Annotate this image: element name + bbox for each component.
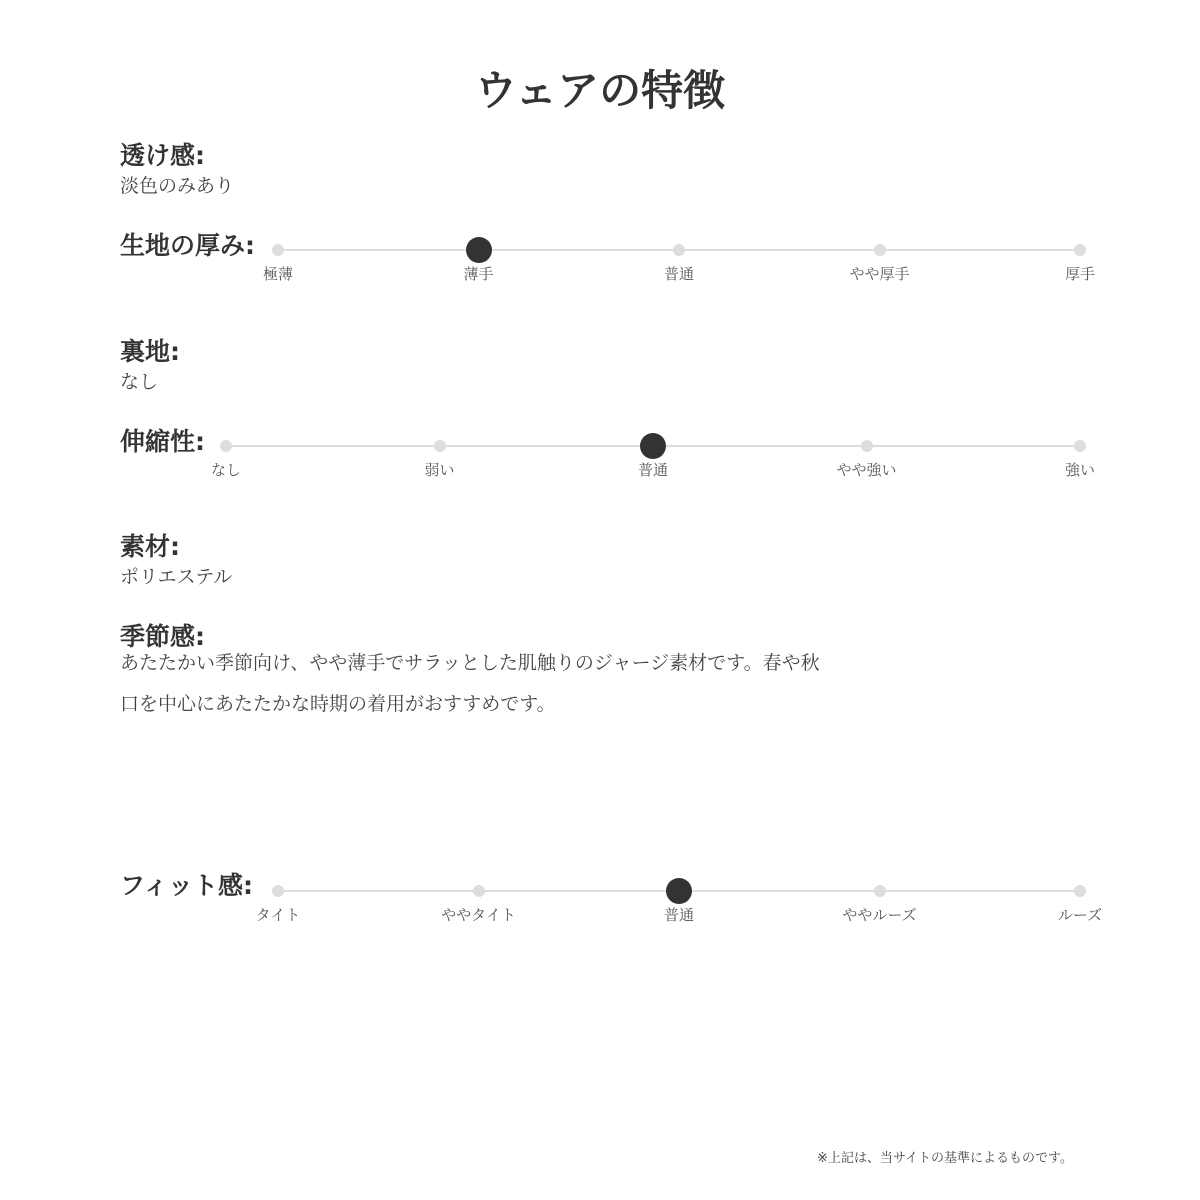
- material-value: ポリエステル: [120, 566, 233, 588]
- thickness-scale-dot: [874, 244, 886, 256]
- fit-scale-dot: [473, 885, 485, 897]
- thickness-tick-label: やや厚手: [849, 265, 910, 283]
- fit-tick-label: ややルーズ: [842, 906, 917, 924]
- stretch-scale-dot: [220, 440, 232, 452]
- thickness-tick-label: 極薄: [262, 265, 294, 283]
- sheer-label: 透け感:: [120, 141, 205, 170]
- lining-value: なし: [120, 371, 159, 393]
- fit-tick-label: タイト: [255, 906, 301, 924]
- stretch-selected-marker: [640, 433, 666, 459]
- thickness-tick-label: 薄手: [463, 265, 494, 283]
- thickness-selected-marker: [466, 237, 492, 263]
- fit-label: フィット感:: [120, 871, 253, 900]
- season-description: [120, 643, 880, 725]
- fit-tick-label: ルーズ: [1057, 906, 1103, 924]
- footnote: ※上記は、当サイトの基準によるものです。: [817, 1151, 1073, 1166]
- stretch-label: 伸縮性:: [120, 427, 205, 456]
- page-title: ウェアの特徴: [474, 66, 726, 115]
- thickness-label: 生地の厚み:: [120, 231, 255, 260]
- thickness-tick-label: 普通: [663, 265, 695, 283]
- lining-label: 裏地:: [120, 337, 180, 366]
- material-label: 素材:: [120, 532, 180, 561]
- fit-scale-dot: [874, 885, 886, 897]
- thickness-scale-dot: [272, 244, 284, 256]
- season-line-1: あたたかい季節向け、やや薄手でサラッとした肌触りのジャージ素材です。春や秋: [120, 652, 820, 674]
- thickness-tick-label: 厚手: [1064, 265, 1096, 283]
- fit-scale: [0, 890, 1200, 940]
- stretch-tick-label: 弱い: [424, 461, 455, 479]
- stretch-tick-label: やや強い: [836, 461, 897, 479]
- stretch-tick-label: 強い: [1064, 461, 1096, 479]
- stretch-scale-dot: [861, 440, 873, 452]
- thickness-scale-dot: [673, 244, 685, 256]
- thickness-scale: [0, 249, 1200, 299]
- stretch-tick-label: なし: [210, 461, 242, 479]
- stretch-scale-dot: [434, 440, 446, 452]
- sheer-value: 淡色のみあり: [120, 175, 235, 197]
- fit-scale-dot: [1074, 885, 1086, 897]
- stretch-scale: [0, 445, 1200, 495]
- fit-tick-label: ややタイト: [441, 906, 516, 924]
- season-label: 季節感:: [120, 622, 205, 651]
- stretch-scale-dot: [1074, 440, 1086, 452]
- thickness-scale-dot: [1074, 244, 1086, 256]
- fit-tick-label: 普通: [663, 906, 695, 924]
- season-line-2: 口を中心にあたたかな時期の着用がおすすめです。: [120, 693, 556, 715]
- fit-selected-marker: [666, 878, 692, 904]
- stretch-tick-label: 普通: [637, 461, 669, 479]
- fit-scale-dot: [272, 885, 284, 897]
